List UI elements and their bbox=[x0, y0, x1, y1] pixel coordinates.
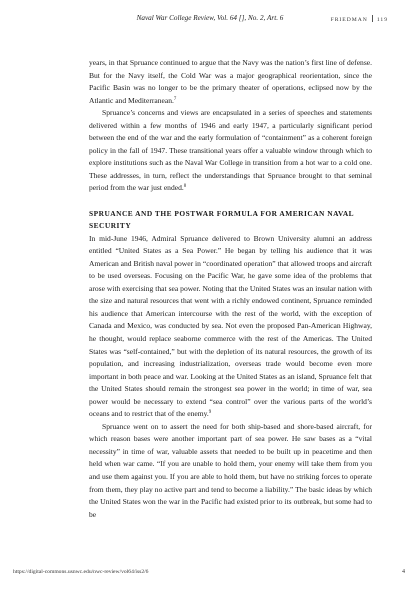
paragraph-1 bbox=[89, 57, 372, 107]
page-number: 4 bbox=[402, 569, 405, 575]
footnote-ref-8: 8 bbox=[183, 184, 187, 190]
section-heading: SPRUANCE AND THE POSTWAR FORMULA FOR AMERICAN NAVAL SECURITY bbox=[89, 208, 354, 231]
footnote-ref-7: 7 bbox=[173, 96, 177, 102]
running-head-page: 119 bbox=[376, 17, 388, 23]
article-body bbox=[89, 57, 372, 521]
source-url[interactable]: https://digital-commons.usnwc.edu/nwc-review/vol64/iss2/6 bbox=[13, 569, 149, 575]
journal-citation: Naval War College Review, Vol. 64 [], No. 2, Art. 6 bbox=[136, 14, 284, 22]
paragraph-4-text: Spruance went on to assert the need for both ship-based and shore-based aircraft, for which reason bases were another important part of sea power. He saw bases as a “vital necessity” in time of war, valuable assets that needed to be built up in peacetime and then held when war came. “If you are unable to hold them, your enemy will take them from you and use them against you. If you are able to hold them, but have no striking forces to operate from them, they play no active part and tend to become a liability.” The basic ideas by which the United States won the war in the Pacific had existed prior to its outbreak, but some had to be bbox=[89, 421, 372, 519]
footnote-ref-9: 9 bbox=[208, 410, 212, 416]
paragraph-4 bbox=[89, 421, 372, 521]
running-head-author: FRIEDMAN bbox=[330, 17, 368, 23]
paragraph-3-text: In mid-June 1946, Admiral Spruance delivered to Brown University alumni an address entitled “United States as a Sea Power.” He began by telling his audience that it was American and British naval power in “coordinated operation” that allowed troops and aircraft to be used overseas. Focusing on the Pacific War, he gave some idea of the problems that arose with exercising that sea power. Noting that the United States was an insular nation with the size and natural resources that went with a richly endowed continent, Spruance reminded his audience that American intercourse with the rest of the world, with the exception of Canada and Mexico, was conducted by sea. Not even the proposed Pan-American Highway, he thought, would replace seaborne commerce with the rest of the Americas. The United States was “self-contained,” but with the depletion of its natural resources, the growth of its population, and increasing industrialization, overseas trade would become even more important in both peace and war. Looking at the United States as an island, Spruance felt that the United States should remain the strongest sea power in the world; in time of war, sea power would be necessary to extend “sea control” over the various parts of the world’s oceans and to restrict that of the enemy. bbox=[89, 233, 372, 419]
running-head bbox=[331, 15, 388, 23]
paragraph-3 bbox=[89, 233, 372, 421]
paragraph-2-text: Spruance’s concerns and views are encapsulated in a series of speeches and statements delivered within a few months of 1946 and early 1947, a particularly significant period between the end of the war and the early formulation of “containment” as a coherent foreign policy in the fall of 1947. These transitional years offer a valuable window through which to explore institutions such as the Naval War College in transition from a hot war to a cold one. These addresses, in turn, reflect the understandings that Spruance brought to that seminal period from the war just ended. bbox=[89, 108, 372, 193]
section-gap bbox=[89, 195, 372, 208]
running-head-divider bbox=[372, 15, 373, 22]
paragraph-2 bbox=[89, 107, 372, 195]
paragraph-1-text: years, in that Spruance continued to argue that the Navy was the nation’s first line of defense. But for the Navy itself, the Cold War was a major geographical reorientation, since the Pacific Basin was no longer to be the primary theater of operations, eclipsed now by the Atlantic and Mediterranean. bbox=[89, 58, 372, 105]
